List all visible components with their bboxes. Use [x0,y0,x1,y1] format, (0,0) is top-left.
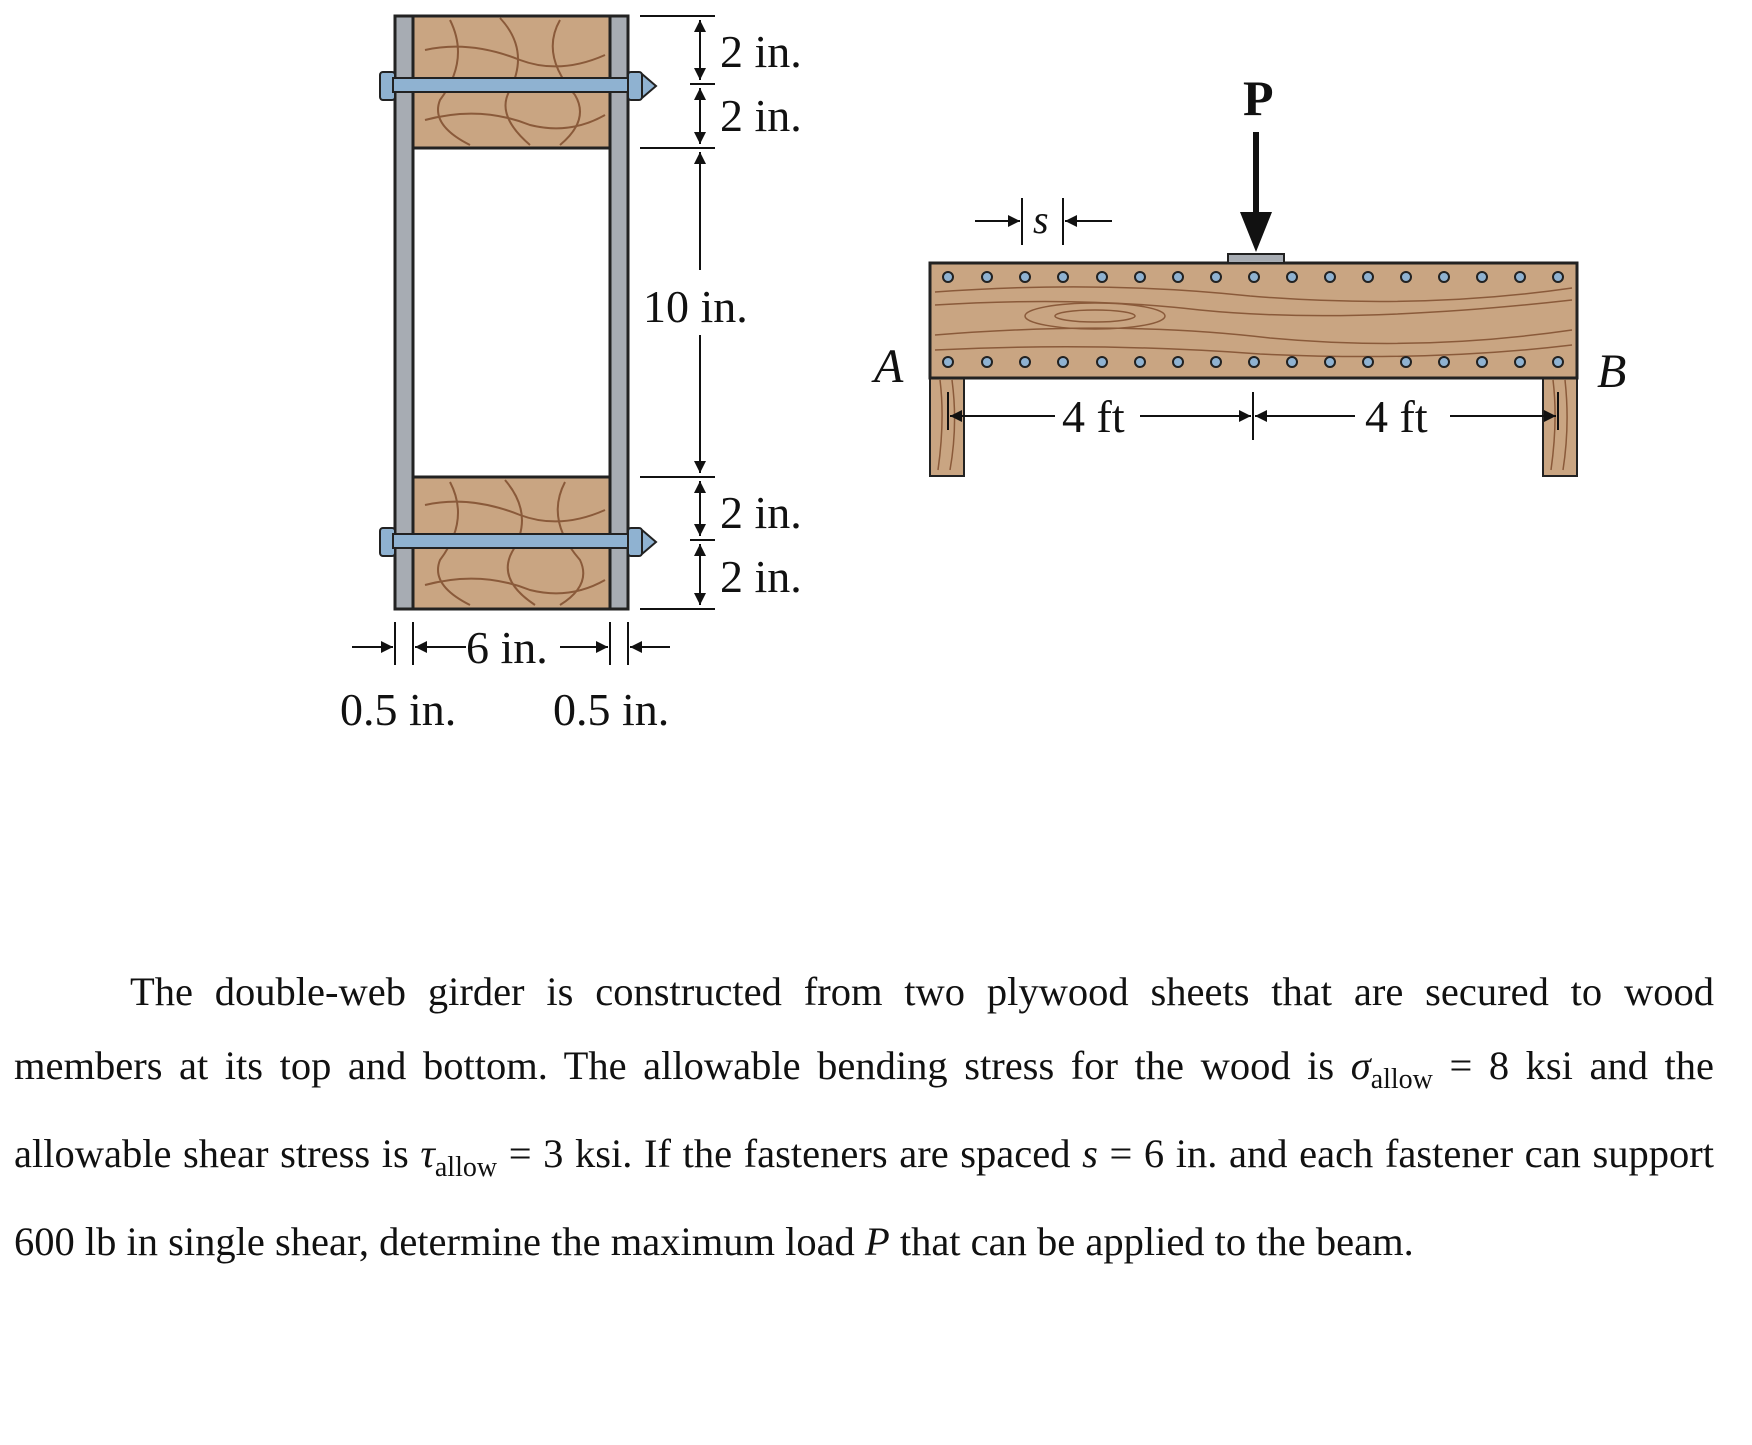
dim-right-plywood: 0.5 in. [553,684,670,735]
dim-left-plywood: 0.5 in. [340,684,457,735]
text-part-3: = 3 ksi. If the fasteners are spaced [497,1131,1083,1176]
span-left-label: 4 ft [1062,391,1125,442]
dim-flange-width: 6 in. [466,622,548,673]
support-a-label: A [874,340,904,393]
dim-bottom-upper: 2 in. [720,487,802,538]
tau-symbol: τ [420,1131,435,1176]
sigma-symbol: σ [1350,1043,1371,1088]
dim-web-clear: 10 in. [643,281,748,332]
load-label: P [1243,70,1274,126]
text-part-4: = 6 in. and each fastener can support 600 lb in single shear, determine the maximum load [14,1131,1715,1264]
spacing-label: s [1033,197,1049,242]
tau-subscript: allow [434,1152,498,1183]
dim-top-lower: 2 in. [720,90,802,141]
dim-bottom-lower: 2 in. [720,551,802,602]
span-dims [948,392,1558,440]
left-plywood-web [395,16,413,609]
support-post-b [1543,378,1577,476]
text-part-5: that can be applied to the beam. [889,1219,1414,1264]
right-plywood-web [610,16,628,609]
text-part-2: = 8 ksi and the allowable shear stress is [14,1043,1714,1176]
span-right-label: 4 ft [1365,391,1428,442]
s-symbol: s [1082,1131,1098,1176]
load-plate [1228,254,1284,263]
beam-view [871,70,1626,476]
dim-top-upper: 2 in. [720,26,802,77]
cross-section [340,16,802,735]
problem-paragraph [14,955,1714,1279]
problem-statement [14,955,1714,1279]
p-symbol: P [864,1219,890,1264]
text-part-1: The double-web girder is constructed from two plywood sheets that are secured to wood members at its top and bottom. The allowable bending stress for the wood is [14,969,1714,1088]
support-b-label: B [1597,345,1627,398]
sigma-subscript: allow [1370,1064,1433,1095]
